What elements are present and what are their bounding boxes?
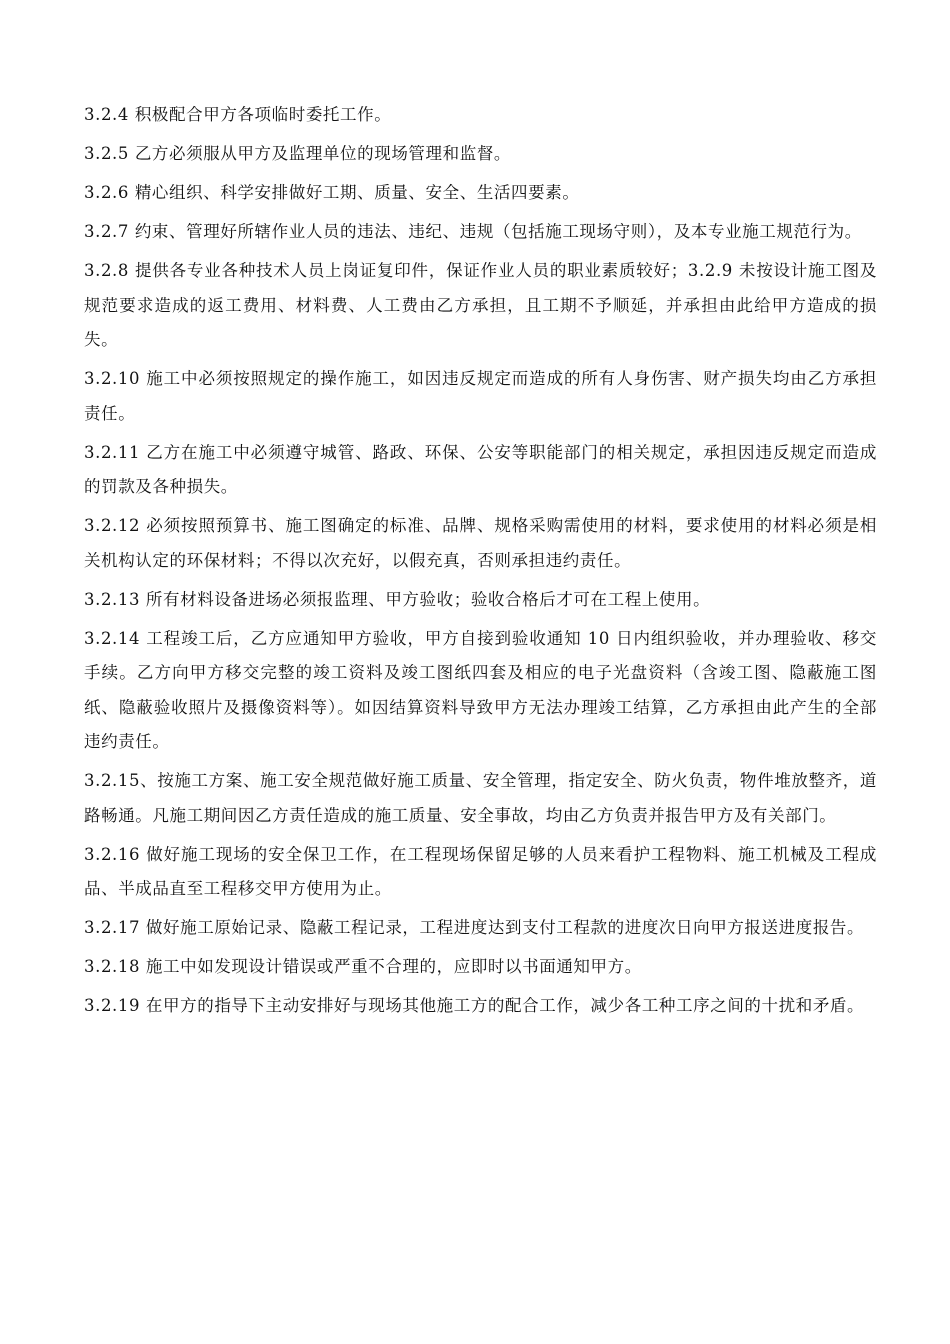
clause-3-2-8: 3.2.8 提供各专业各种技术人员上岗证复印件，保证作业人员的职业素质较好；3.2.9 未按设计施工图及规范要求造成的返工费用、材料费、人工费由乙方承担，且工期不予顺延，并承担由此给甲方造成的损失。 bbox=[84, 261, 877, 349]
contract-text-body bbox=[84, 98, 877, 1028]
clause-3-2-11: 3.2.11 乙方在施工中必须遵守城管、路政、环保、公安等职能部门的相关规定，承担因违反规定而造成的罚款及各种损失。 bbox=[84, 442, 877, 496]
clause-3-2-14: 3.2.14 工程竣工后，乙方应通知甲方验收，甲方自接到验收通知 10 日内组织验收，并办理验收、移交手续。乙方向甲方移交完整的竣工资料及竣工图纸四套及相应的电子光盘资料（含竣工图、隐蔽施工图纸、隐蔽验收照片及摄像资料等）。如因结算资料导致甲方无法办理竣工结算，乙方承担由此产生的全部违约责任。 bbox=[84, 628, 877, 751]
clause-3-2-13: 3.2.13 所有材料设备进场必须报监理、甲方验收；验收合格后才可在工程上使用。 bbox=[84, 589, 711, 609]
clause-3-2-12: 3.2.12 必须按照预算书、施工图确定的标准、品牌、规格采购需使用的材料，要求使用的材料必须是相关机构认定的环保材料；不得以次充好，以假充真，否则承担违约责任。 bbox=[84, 516, 877, 570]
clause-3-2-16: 3.2.16 做好施工现场的安全保卫工作，在工程现场保留足够的人员来看护工程物料、施工机械及工程成品、半成品直至工程移交甲方使用为止。 bbox=[84, 844, 877, 898]
clause-3-2-17: 3.2.17 做好施工原始记录、隐蔽工程记录，工程进度达到支付工程款的进度次日向甲方报送进度报告。 bbox=[84, 918, 865, 937]
clause-3-2-6: 3.2.6 精心组织、科学安排做好工期、质量、安全、生活四要素。 bbox=[84, 183, 580, 202]
clause-3-2-10: 3.2.10 施工中必须按照规定的操作施工，如因违反规定而造成的所有人身伤害、财产损失均由乙方承担责任。 bbox=[84, 369, 877, 423]
clause-3-2-5: 3.2.5 乙方必须服从甲方及监理单位的现场管理和监督。 bbox=[84, 144, 512, 163]
clause-3-2-19: 3.2.19 在甲方的指导下主动安排好与现场其他施工方的配合工作，减少各工种工序之间的十扰和矛盾。 bbox=[84, 996, 865, 1015]
clause-3-2-4: 3.2.4 积极配合甲方各项临时委托工作。 bbox=[84, 105, 392, 124]
clause-3-2-7: 3.2.7 约束、管理好所辖作业人员的违法、违纪、违规（包括施工现场守则），及本专业施工规范行为。 bbox=[84, 222, 862, 241]
clause-3-2-15: 3.2.15、按施工方案、施工安全规范做好施工质量、安全管理，指定安全、防火负责，物件堆放整齐，道路畅通。凡施工期间因乙方责任造成的施工质量、安全事故，均由乙方负责并报告甲方及有关部门。 bbox=[84, 771, 877, 825]
clause-3-2-18: 3.2.18 施工中如发现设计错误或严重不合理的，应即时以书面通知甲方。 bbox=[84, 957, 642, 976]
